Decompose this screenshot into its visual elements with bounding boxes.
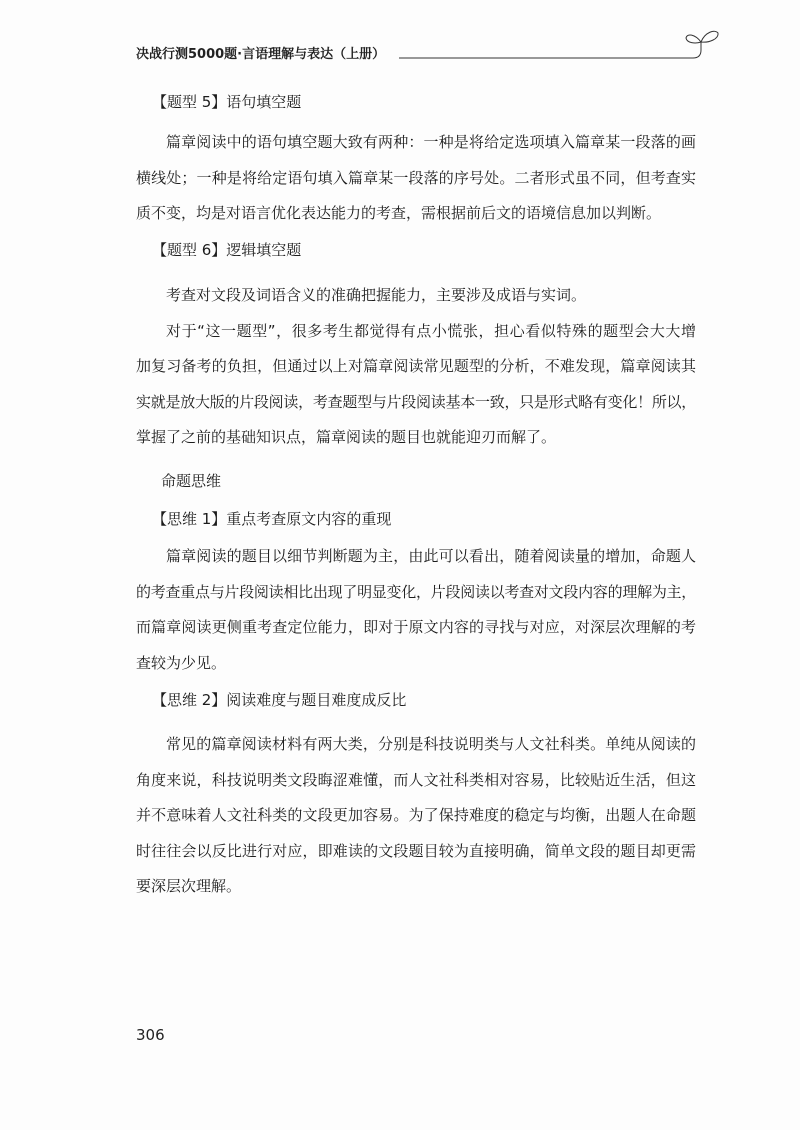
paragraph-line: 而篇章阅读更侧重考查定位能力，即对于原文内容的寻找与对应，对深层次理解的考 — [136, 618, 696, 636]
section-heading-type-5: 【题型 5】语句填空题 — [152, 93, 302, 111]
thinking-heading-1: 【思维 1】重点考查原文内容的重现 — [152, 510, 392, 528]
paragraph-line: 角度来说，科技说明类文段晦涩难懂，而人文社科类相对容易，比较贴近生活，但这 — [136, 770, 696, 789]
header-rule-line — [399, 42, 701, 58]
paragraph — [136, 727, 696, 905]
paragraph-line: 并不意味着人文社科类的文段更加容易。为了保持难度的稳定与均衡，出题人在命题 — [136, 806, 696, 824]
paragraph-line: 对于“这一题型”，很多考生都觉得有点小慌张，担心看似特殊的题型会大大增 — [166, 321, 696, 340]
sprout-icon — [686, 31, 718, 43]
paragraph-line: 横线处；一种是将给定语句填入篇章某一段落的序号处。二者形式虽不同，但考查实 — [136, 168, 696, 187]
paragraph-line: 加复习备考的负担，但通过以上对篇章阅读常见题型的分析，不难发现，篇章阅读其 — [136, 357, 696, 375]
paragraph-line: 质不变，均是对语言优化表达能力的考查，需根据前后文的语境信息加以判断。 — [136, 204, 662, 222]
paragraph-line: 篇章阅读中的语句填空题大致有两种：一种是将给定选项填入篇章某一段落的画 — [166, 133, 696, 151]
page-number: 306 — [136, 1026, 165, 1044]
thinking-title: 命题思维 — [161, 472, 222, 490]
paragraph-line: 篇章阅读的题目以细节判断题为主，由此可以看出，随着阅读量的增加，命题人 — [166, 547, 696, 565]
paragraph-line: 时往往会以反比进行对应，即难读的文段题目较为直接明确，简单文段的题目却更需 — [136, 841, 696, 860]
paragraph-line: 掌握了之前的基础知识点，篇章阅读的题目也就能迎刃而解了。 — [136, 428, 557, 446]
thinking-heading-2: 【思维 2】阅读难度与题目难度成反比 — [152, 691, 407, 709]
paragraph-line: 实就是放大版的片段阅读，考查题型与片段阅读基本一致，只是形式略有变化！所以， — [136, 392, 696, 411]
running-header-title: 决战行测5000题·言语理解与表达（上册） — [136, 47, 386, 62]
paragraph-line: 常见的篇章阅读材料有两大类，分别是科技说明类与人文社科类。单纯从阅读的 — [166, 735, 696, 753]
paragraph — [136, 314, 696, 456]
section-heading-type-6: 【题型 6】逻辑填空题 — [152, 241, 302, 259]
paragraph — [136, 539, 696, 681]
paragraph-line: 要深层次理解。 — [136, 877, 242, 895]
paragraph — [136, 278, 696, 314]
paragraph-line: 考查对文段及词语含义的准确把握能力，主要涉及成语与实词。 — [166, 286, 587, 304]
paragraph-line: 的考查重点与片段阅读相比出现了明显变化，片段阅读以考查对文段内容的理解为主， — [136, 582, 696, 601]
paragraph — [136, 125, 696, 232]
paragraph-line: 查较为少见。 — [136, 653, 227, 672]
header-rule — [395, 26, 730, 66]
